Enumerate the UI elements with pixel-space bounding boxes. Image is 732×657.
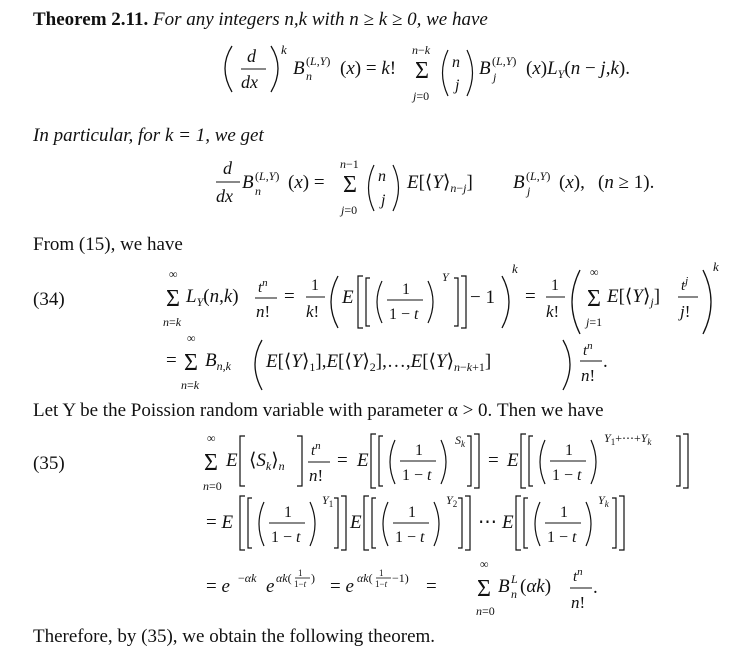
- theorem-heading-line: [33, 9, 488, 31]
- svg-text:B: B: [479, 58, 491, 79]
- svg-text:.: .: [603, 351, 608, 372]
- svg-text:E: E: [507, 450, 519, 471]
- svg-text:=: =: [426, 576, 437, 597]
- svg-text:Bn,k: $B_{n,k}$: [205, 350, 231, 373]
- svg-text:k: k: [713, 259, 719, 274]
- svg-text:=: =: [337, 450, 348, 471]
- svg-text:E[⟨Y⟩j]: $E[⟨Y⟩_j]$: [607, 286, 661, 309]
- svg-text:j!: j!: [680, 302, 691, 321]
- svg-text:∞: ∞: [590, 265, 599, 279]
- svg-text:n!: n!: [309, 466, 324, 485]
- svg-text:tn: $t^n$: [311, 440, 321, 459]
- equation-35-line-1: [0, 428, 732, 496]
- svg-text:=: =: [488, 450, 499, 471]
- equation-34-line-2: [0, 331, 732, 396]
- svg-text:Σ: Σ: [204, 450, 218, 476]
- svg-text:d: d: [247, 46, 256, 66]
- let-y-text: [33, 400, 604, 422]
- svg-text:Σ: Σ: [166, 286, 180, 312]
- svg-text:E: E: [350, 512, 362, 533]
- svg-text:tn: $t^n$: [583, 340, 593, 359]
- svg-text:n=0: n=0: [203, 479, 222, 493]
- svg-text:n!: n!: [581, 366, 596, 385]
- equation-label-35: (35): [33, 453, 65, 474]
- svg-text:= E: = E: [206, 512, 234, 533]
- svg-text:⋯: ⋯: [478, 512, 497, 533]
- equation-35-line-3: [0, 556, 732, 616]
- svg-text:B: B: [293, 58, 305, 79]
- svg-text:n−1: n−1: [340, 157, 359, 171]
- svg-text:n: n: [452, 54, 460, 71]
- svg-text:j=0: j=0: [341, 203, 358, 217]
- svg-text:): ): [311, 571, 315, 585]
- in-particular-text: In particular, for k = 1, we get: [33, 125, 264, 146]
- svg-text:1 − t: 1 − t: [402, 467, 432, 484]
- svg-text:(x)LY(n − j,k).: $(x)L_Y(n - j,k)$.: [526, 58, 630, 81]
- svg-text:αk(: αk(: [276, 571, 292, 585]
- svg-text:n: n: [306, 69, 312, 83]
- svg-text:j=0: j=0: [413, 89, 430, 103]
- svg-text:(x) = k!: (x) = k!: [340, 58, 397, 79]
- svg-text:αk(: αk(: [357, 571, 373, 585]
- svg-text:∞: ∞: [187, 331, 196, 345]
- svg-text:tj: $t^j$: [681, 275, 689, 294]
- svg-text:dx: dx: [216, 186, 233, 206]
- svg-text:1 − t: 1 − t: [395, 529, 425, 546]
- svg-text:− 1: − 1: [470, 287, 495, 308]
- svg-text:j: j: [381, 192, 386, 209]
- svg-text:n: n: [378, 168, 386, 185]
- svg-text:Sk: $S_k$: [455, 433, 465, 449]
- from-15-text: From (15), we have: [33, 234, 183, 255]
- svg-text:(n ≥ 1).: (n ≥ 1).: [598, 172, 655, 193]
- equation-35-line-2: [0, 490, 732, 558]
- equation-34-line-1: [0, 259, 732, 342]
- therefore-text: Therefore, by (35), we obtain the following theorem.: [33, 626, 436, 647]
- svg-text:1: 1: [565, 442, 573, 459]
- svg-text:(L,Y): (L,Y): [306, 54, 331, 68]
- svg-text:j: j: [493, 70, 497, 84]
- svg-text:⟨Sk⟩n: $⟨S_k⟩_n$: [249, 450, 285, 473]
- svg-text:k: k: [281, 42, 287, 57]
- svg-text:B: B: [498, 576, 510, 597]
- svg-text:L: L: [511, 572, 518, 586]
- svg-text:= e: = e: [330, 576, 354, 597]
- svg-text:E: E: [357, 450, 369, 471]
- svg-text:=: =: [166, 350, 177, 371]
- svg-text:Y: Y: [442, 270, 449, 284]
- svg-text:(x),: (x),: [559, 172, 585, 193]
- svg-text:=: =: [525, 286, 536, 307]
- svg-text:(x) =: (x) =: [288, 172, 325, 193]
- svg-text:tn: $t^n$: [573, 566, 583, 585]
- svg-text:=: =: [284, 286, 295, 307]
- svg-text:1 − t: 1 − t: [271, 529, 301, 546]
- svg-text:LY(n,k): $L_Y(n,k)$: [186, 286, 239, 309]
- svg-text:∞: ∞: [207, 431, 216, 445]
- svg-text:(L,Y): (L,Y): [492, 54, 517, 68]
- svg-text:1: 1: [551, 277, 559, 294]
- svg-text:Yk: $Y_k$: [598, 493, 609, 509]
- svg-text:E[⟨Y⟩1],E[⟨Y⟩2],…,E[⟨Y⟩n−k+1]: $E[⟨Y⟩_1],E[⟨Y⟩_2],\dots,E[⟨Y⟩_{n-k+1}]$: [266, 351, 492, 374]
- svg-text:j=1: j=1: [586, 315, 603, 329]
- svg-text:n: n: [255, 184, 261, 198]
- svg-text:k: k: [512, 261, 518, 276]
- svg-text:k!: k!: [546, 302, 560, 321]
- svg-text:Σ: Σ: [415, 58, 429, 84]
- svg-text:n−k: n−k: [412, 43, 431, 57]
- equation-theorem-derivative: [0, 40, 732, 120]
- svg-text:Σ: Σ: [587, 286, 601, 312]
- svg-text:B: B: [242, 172, 254, 193]
- svg-text:Y1: $Y_1$: [322, 493, 334, 509]
- svg-text:e: e: [266, 576, 275, 597]
- svg-text:∞: ∞: [480, 557, 489, 571]
- svg-text:1: 1: [311, 277, 319, 294]
- svg-text:j: j: [455, 77, 460, 94]
- svg-text:E: E: [502, 512, 514, 533]
- svg-text:E[⟨Y⟩n−j]: $E[⟨Y⟩_{n-j}]$: [407, 172, 473, 195]
- svg-text:dx: dx: [241, 72, 258, 92]
- svg-text:1: 1: [298, 568, 303, 578]
- svg-text:n=0: n=0: [476, 604, 495, 618]
- svg-text:Σ: Σ: [184, 350, 198, 376]
- svg-text:n=k: n=k: [181, 378, 200, 392]
- svg-text:−αk: −αk: [238, 571, 257, 585]
- svg-text:∞: ∞: [169, 267, 178, 281]
- theorem-label: Theorem 2.11.: [33, 9, 149, 30]
- svg-text:Y2: $Y_2$: [446, 493, 458, 509]
- svg-text:(L,Y): (L,Y): [255, 169, 280, 183]
- svg-text:1 − t: 1 − t: [547, 529, 577, 546]
- svg-text:n=k: n=k: [163, 315, 182, 329]
- svg-text:n: n: [511, 587, 517, 601]
- svg-text:n!: n!: [571, 593, 586, 612]
- svg-text:= e: = e: [206, 576, 230, 597]
- svg-text:E: E: [342, 287, 354, 308]
- svg-text:k!: k!: [306, 302, 320, 321]
- svg-text:−1): −1): [392, 571, 409, 585]
- svg-text:1: 1: [408, 504, 416, 521]
- svg-text:1: 1: [284, 504, 292, 521]
- svg-text:d: d: [223, 158, 232, 178]
- equation-k-equals-1: [0, 152, 732, 227]
- svg-text:tn: $t^n$: [258, 277, 268, 296]
- svg-text:Σ: Σ: [343, 172, 357, 198]
- svg-text:1 − t: 1 − t: [389, 306, 419, 323]
- svg-text:1 − t: 1 − t: [552, 467, 582, 484]
- svg-text:.: .: [593, 577, 598, 598]
- svg-text:Σ: Σ: [477, 576, 491, 602]
- equation-label-34: (34): [33, 289, 65, 310]
- svg-text:n!: n!: [256, 302, 271, 321]
- svg-text:1: 1: [560, 504, 568, 521]
- svg-text:1−t: 1−t: [294, 579, 307, 589]
- svg-text:1: 1: [379, 568, 384, 578]
- theorem-statement: For any integers n,k with n ≥ k ≥ 0, we have: [152, 9, 488, 30]
- svg-text:j: j: [527, 184, 531, 198]
- svg-text:1: 1: [415, 442, 423, 459]
- svg-text:1: 1: [402, 281, 410, 298]
- let-y-sentence: Let Y be the Poission random variable with parameter α > 0. Then we have: [33, 400, 604, 421]
- svg-text:(αk): (αk): [520, 576, 552, 597]
- svg-text:Y1+⋯+Yk: $Y_1+\cdots+Y_k$: [604, 431, 652, 447]
- svg-text:E: E: [226, 450, 238, 471]
- svg-text:(L,Y): (L,Y): [526, 169, 551, 183]
- svg-text:1−t: 1−t: [375, 579, 388, 589]
- svg-text:B: B: [513, 172, 525, 193]
